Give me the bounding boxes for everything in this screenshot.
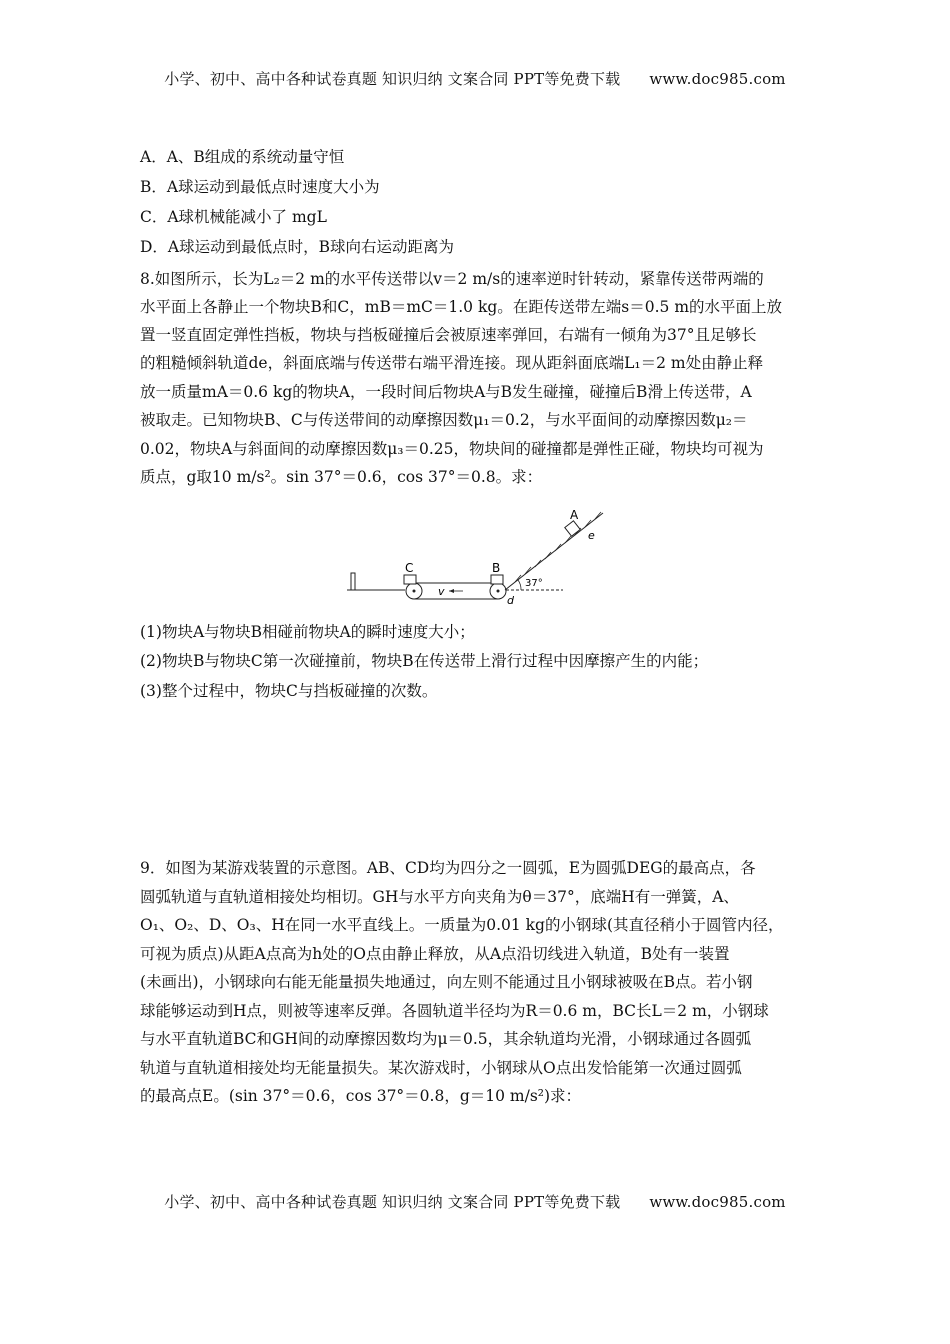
q8-line-3: 置一竖直固定弹性挡板，物块与挡板碰撞后会被原速率弹回，右端有一倾角为37°且足够长 (140, 326, 757, 344)
q9-line-5: (未画出)，小钢球向右能无能量损失地通过，向左则不能通过且小钢球被吸在B点。若小钢 (140, 973, 753, 991)
q8-line-5: 放一质量mA＝0.6 kg的物块A，一段时间后物块A与B发生碰撞，碰撞后B滑上传送带，A (140, 383, 752, 401)
q9-line-7: 与水平直轨道BC和GH间的动摩擦因数均为μ＝0.5，其余轨道均光滑，小钢球通过各圆弧 (140, 1030, 752, 1048)
label-angle: 37° (525, 578, 543, 589)
q8-question-3: (3)整个过程中，物块C与挡板碰撞的次数。 (140, 682, 438, 700)
block-b (491, 575, 503, 584)
block-a (565, 521, 580, 536)
header-site[interactable]: www.doc985.com (649, 70, 786, 88)
q8-line-7: 0.02，物块A与斜面间的动摩擦因数μ₃＝0.25，物块间的碰撞都是弹性正碰，物块均可视为 (140, 440, 764, 458)
q8-line-4: 的粗糙倾斜轨道de，斜面底端与传送带右端平滑连接。现从距斜面底端L₁＝2 m处由静止释 (140, 354, 764, 372)
left-roller-axle (413, 590, 416, 593)
footer-text: 小学、初中、高中各种试卷真题 知识归纳 文案合同 PPT等免费下载 (164, 1193, 621, 1211)
right-roller-axle (497, 590, 500, 593)
option-a: A．A、B组成的系统动量守恒 (140, 148, 345, 166)
q9-line-1: 9．如图为某游戏装置的示意图。AB、CD均为四分之一圆弧，E为圆弧DEG的最高点，各 (140, 859, 756, 877)
header-text: 小学、初中、高中各种试卷真题 知识归纳 文案合同 PPT等免费下载 (164, 70, 621, 88)
option-b: B．A球运动到最低点时速度大小为 (140, 178, 380, 196)
page-footer (0, 1191, 950, 1212)
conveyor-figure (345, 505, 615, 617)
q9-line-8: 轨道与直轨道相接处均无能量损失。某次游戏时，小钢球从O点出发恰能第一次通过圆弧 (140, 1059, 742, 1077)
angle-arc (518, 580, 521, 590)
q8-line-1: 8.如图所示，长为L₂＝2 m的水平传送带以v＝2 m/s的速率逆时针转动，紧靠传送带两端的 (140, 270, 764, 288)
velocity-arrow-head (449, 589, 454, 593)
q9-line-4: 可视为质点)从距A点高为h处的O点由静止释放，从A点沿切线进入轨道，B处有一装置 (140, 945, 730, 963)
baffle (351, 573, 355, 590)
q8-line-8: 质点，g取10 m/s²。sin 37°＝0.6，cos 37°＝0.8。求： (140, 468, 543, 486)
q9-line-6: 球能够运动到H点，则被等速率反弹。各圆轨道半径均为R＝0.6 m，BC长L＝2 m，小钢球 (140, 1002, 769, 1020)
label-b: B (492, 561, 501, 575)
q9-line-9: 的最高点E。(sin 37°＝0.6，cos 37°＝0.8，g＝10 m/s²)求： (140, 1087, 582, 1105)
q9-line-3: O₁、O₂、D、O₃、H在同一水平直线上。一质量为0.01 kg的小钢球(其直径稍小于圆管内径， (140, 916, 784, 934)
label-v: v (438, 585, 445, 598)
slope (505, 513, 603, 590)
footer-site[interactable]: www.doc985.com (649, 1193, 786, 1211)
page-header (0, 68, 950, 89)
option-c: C．A球机械能减小了 mgL (140, 208, 327, 226)
q8-question-2: (2)物块B与物块C第一次碰撞前，物块B在传送带上滑行过程中因摩擦产生的内能； (140, 652, 709, 670)
conveyor-diagram (345, 505, 615, 617)
q8-line-2: 水平面上各静止一个物块B和C，mB＝mC＝1.0 kg。在距传送带左端s＝0.5 m的水平面上放 (140, 298, 783, 316)
label-d: d (507, 594, 514, 607)
label-c: C (405, 561, 414, 575)
q8-question-1: (1)物块A与物块B相碰前物块A的瞬时速度大小； (140, 623, 475, 641)
option-d: D．A球运动到最低点时，B球向右运动距离为 (140, 238, 455, 256)
label-e: e (588, 529, 595, 542)
block-c (404, 575, 416, 584)
label-a: A (570, 508, 579, 522)
q9-line-2: 圆弧轨道与直轨道相接处均相切。GH与水平方向夹角为θ＝37°，底端H有一弹簧，A、 (140, 888, 739, 906)
q8-line-6: 被取走。已知物块B、C与传送带间的动摩擦因数μ₁＝0.2，与水平面间的动摩擦因数μ₂＝ (140, 411, 748, 429)
